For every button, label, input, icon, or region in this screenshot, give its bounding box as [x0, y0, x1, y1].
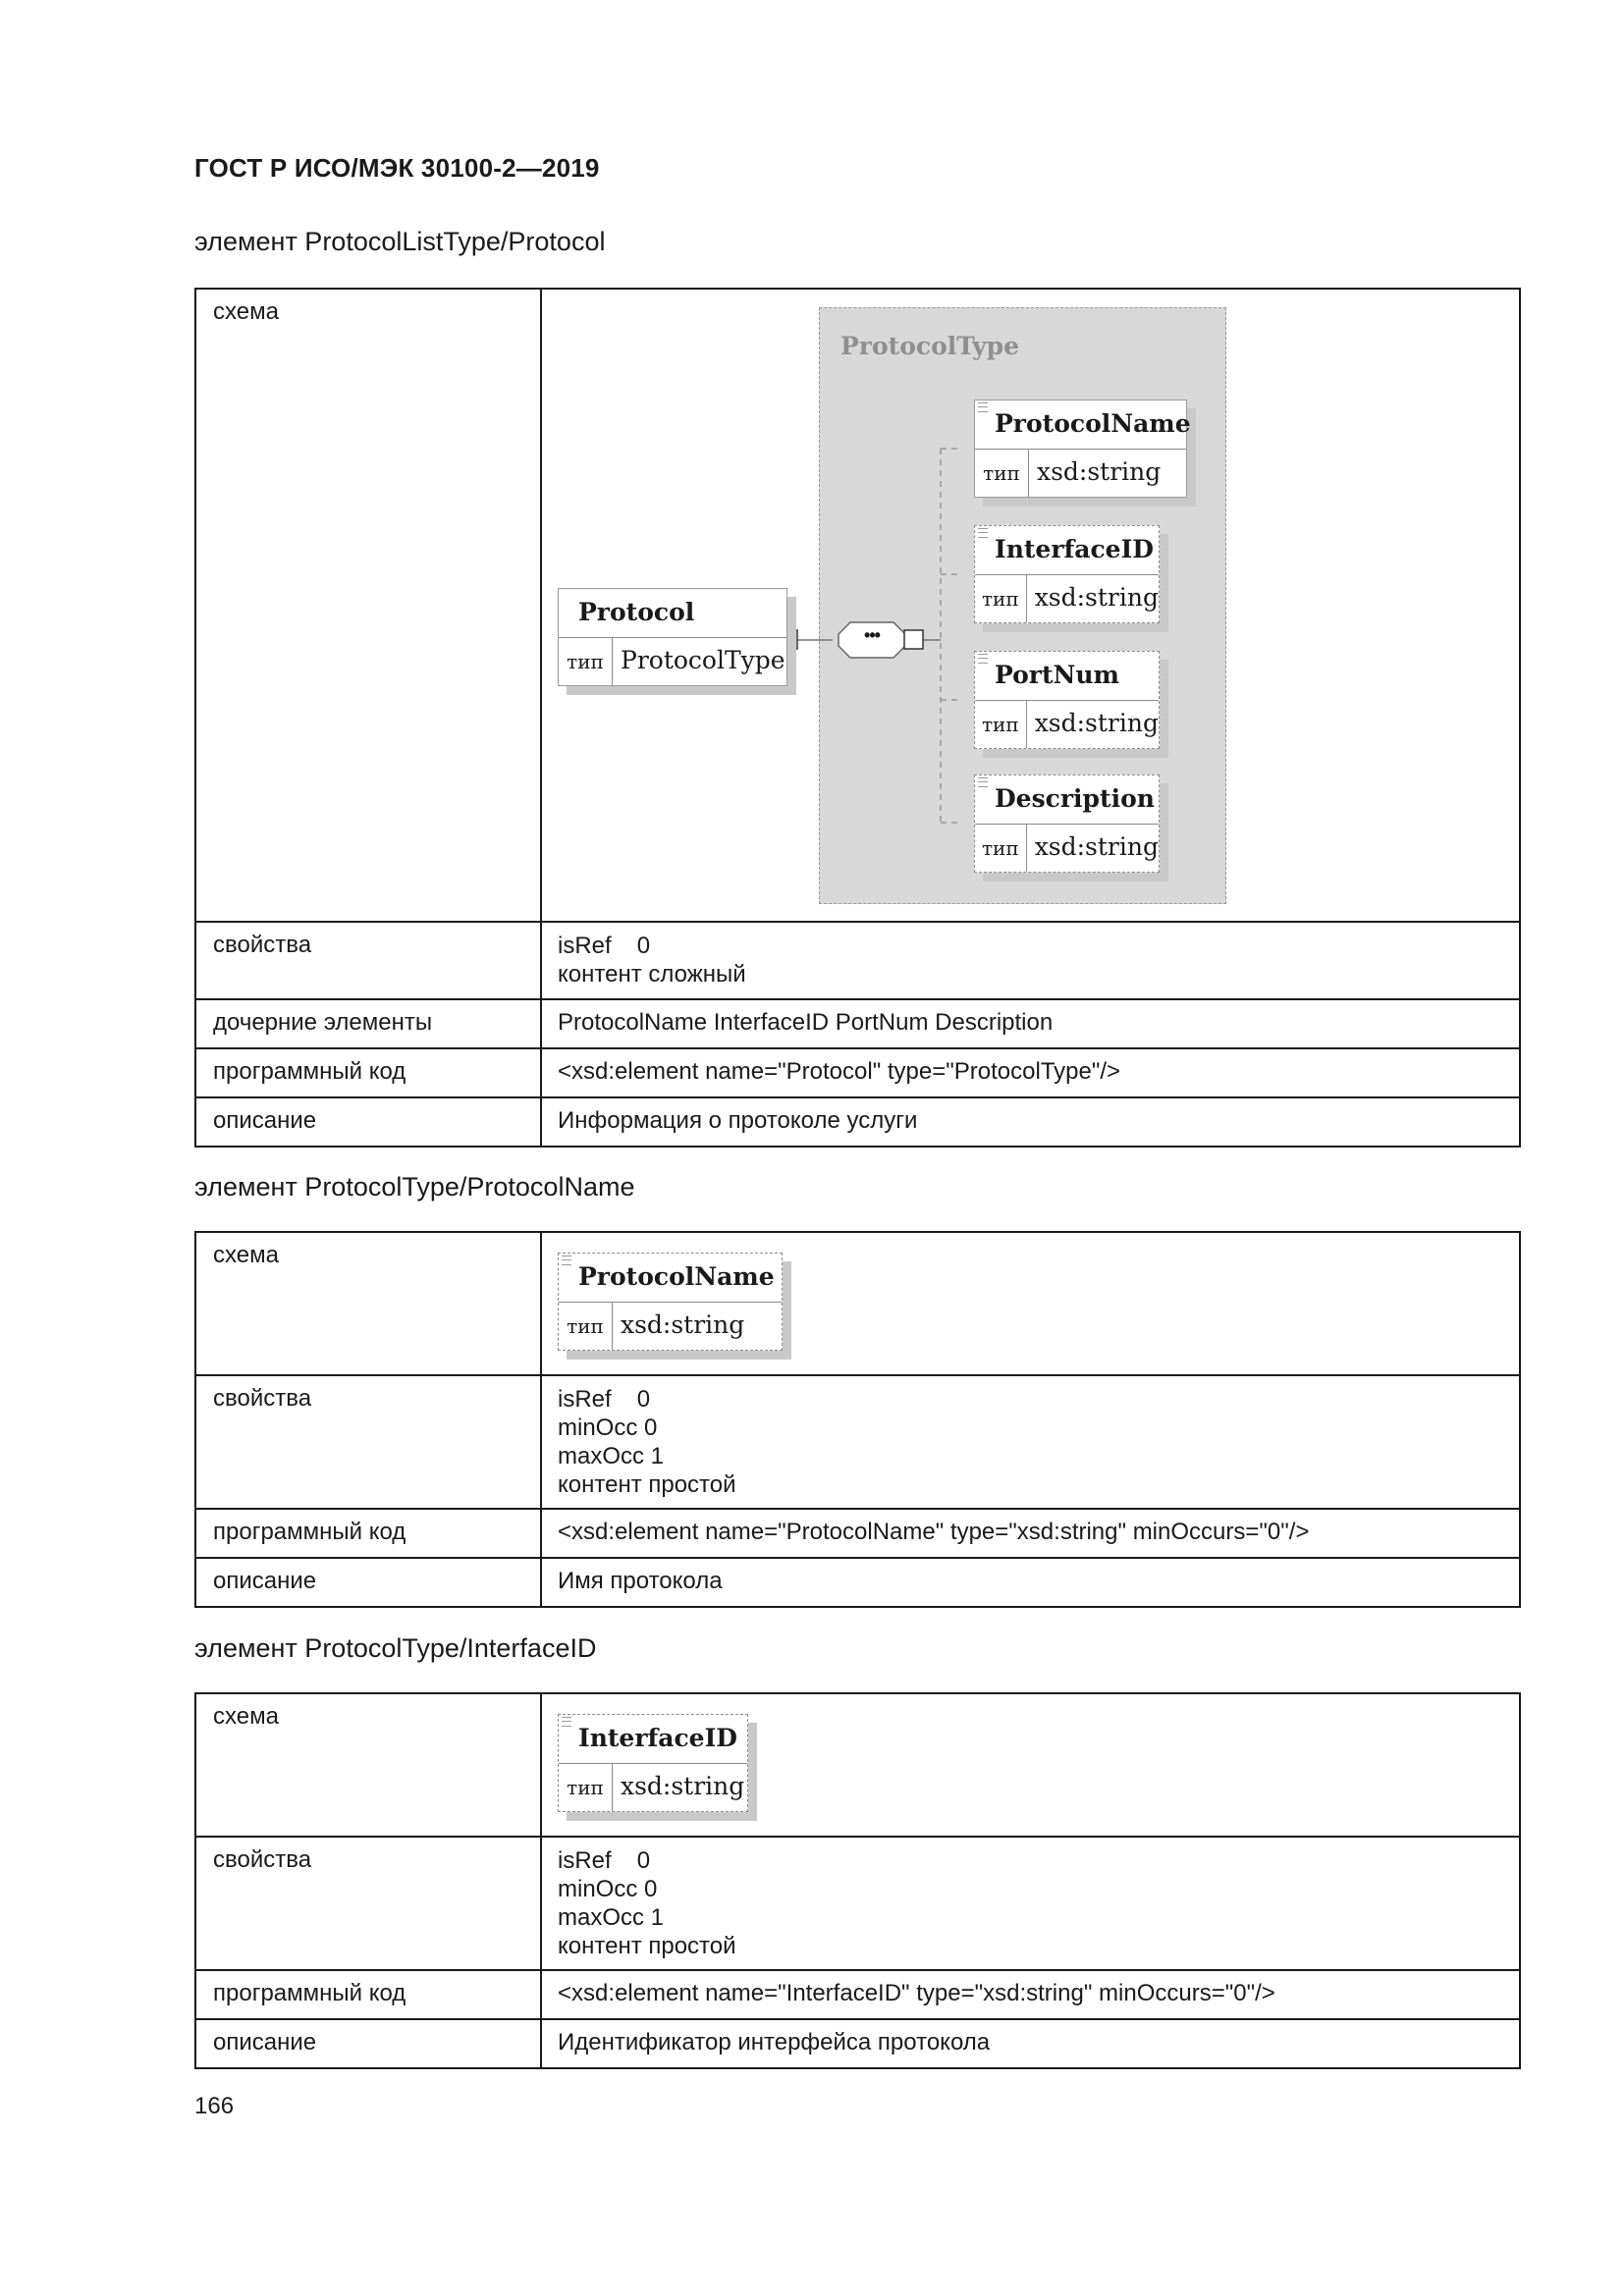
description-label: описание [195, 2019, 541, 2068]
type-label: тип [975, 701, 1027, 748]
type-value: xsd:string [1034, 583, 1159, 612]
type-value: ProtocolType [621, 646, 785, 674]
description-value: Информация о протоколе услуги [541, 1097, 1520, 1147]
description-label: описание [195, 1097, 541, 1147]
section-title-protocolname: элемент ProtocolType/ProtocolName [194, 1172, 635, 1201]
property-key: isRef [558, 1386, 612, 1413]
schema-diagram-cell [541, 1232, 1520, 1375]
description-element-box [974, 774, 1160, 873]
type-label: тип [975, 575, 1027, 622]
document-header: ГОСТ Р ИСО/МЭК 30100-2—2019 [194, 153, 600, 183]
section-title-protocol: элемент ProtocolListType/Protocol [194, 227, 606, 256]
schema-label: схема [195, 289, 541, 922]
property-value: 0 [636, 1847, 651, 1874]
description-value: Идентификатор интерфейса протокола [541, 2019, 1520, 2068]
properties-label: свойства [195, 1837, 541, 1970]
property-key: isRef [558, 933, 612, 959]
property-line: maxOcc 1 [558, 1443, 665, 1469]
property-line: контент простой [558, 1933, 736, 1959]
element-name: InterfaceID [559, 1715, 747, 1764]
properties-value [541, 922, 1520, 999]
table-row [195, 999, 1520, 1048]
optional-corner-icon [978, 402, 988, 412]
interfaceid-element-box [974, 525, 1160, 623]
children-value: ProtocolName InterfaceID PortNum Description [541, 999, 1520, 1048]
type-value: xsd:string [621, 1772, 745, 1800]
type-label: тип [975, 450, 1029, 497]
schema-label: схема [195, 1232, 541, 1375]
element-name: ProtocolName [975, 400, 1186, 450]
table-row [195, 1048, 1520, 1097]
code-value: <xsd:element name="InterfaceID" type="xsd:string" minOccurs="0"/> [541, 1970, 1520, 2019]
properties-label: свойства [195, 922, 541, 999]
portnum-element-box [974, 651, 1160, 749]
code-label: программный код [195, 1048, 541, 1097]
type-label: тип [559, 1303, 613, 1350]
table-row [195, 1837, 1520, 1970]
table-row [195, 2019, 1520, 2068]
element-name: ProtocolName [559, 1254, 782, 1303]
element-name: Description [975, 775, 1159, 825]
type-label: тип [975, 825, 1027, 872]
schema-diagram-cell [541, 289, 1520, 922]
xsd-diagram [542, 290, 1522, 923]
spec-table-protocol [194, 288, 1521, 1148]
type-value: xsd:string [621, 1310, 745, 1339]
schema-label: схема [195, 1693, 541, 1837]
children-label: дочерние элементы [195, 999, 541, 1048]
element-name: PortNum [975, 652, 1159, 701]
table-row [195, 1970, 1520, 2019]
expand-box-right [904, 630, 923, 649]
table-row [195, 1375, 1520, 1509]
property-line: minOcc 0 [558, 1876, 658, 1902]
table-row [195, 1097, 1520, 1147]
type-value: xsd:string [1034, 832, 1159, 861]
protocolname-element-box [558, 1253, 783, 1351]
type-label: тип [559, 1764, 613, 1811]
table-row [195, 1232, 1520, 1375]
table-row [195, 1693, 1520, 1837]
type-value: xsd:string [1037, 457, 1162, 486]
section-title-interfaceid: элемент ProtocolType/InterfaceID [194, 1633, 597, 1663]
code-value: <xsd:element name="ProtocolName" type="xsd:string" minOccurs="0"/> [541, 1509, 1520, 1558]
optional-corner-icon [978, 777, 988, 787]
property-line: контент сложный [558, 961, 746, 988]
code-label: программный код [195, 1509, 541, 1558]
protocolname-element-box [974, 400, 1191, 498]
code-value: <xsd:element name="Protocol" type="ProtocolType"/> [541, 1048, 1520, 1097]
interfaceid-element-box [558, 1714, 748, 1812]
properties-label: свойства [195, 1375, 541, 1509]
description-value: Имя протокола [541, 1558, 1520, 1607]
property-value: 0 [636, 933, 651, 959]
table-row [195, 922, 1520, 999]
properties-value [541, 1375, 1520, 1509]
property-line: minOcc 0 [558, 1415, 658, 1441]
group-label: ProtocolType [840, 332, 1020, 360]
type-label: тип [559, 638, 613, 685]
property-line: контент простой [558, 1471, 736, 1498]
table-row [195, 1558, 1520, 1607]
page-number: 166 [194, 2093, 235, 2119]
property-key: isRef [558, 1847, 612, 1874]
spec-table-protocolname [194, 1231, 1521, 1608]
element-name: InterfaceID [975, 526, 1159, 575]
protocol-element-box [558, 588, 787, 686]
optional-corner-icon [562, 1255, 571, 1265]
type-value: xsd:string [1034, 709, 1159, 737]
property-value: 0 [636, 1386, 651, 1413]
table-row [195, 289, 1520, 922]
description-label: описание [195, 1558, 541, 1607]
schema-diagram-cell [541, 1693, 1520, 1837]
optional-corner-icon [978, 528, 988, 538]
code-label: программный код [195, 1970, 541, 2019]
properties-value [541, 1837, 1520, 1970]
spec-table-interfaceid [194, 1692, 1521, 2069]
optional-corner-icon [562, 1717, 571, 1727]
optional-corner-icon [978, 654, 988, 664]
sequence-symbol: ••• [864, 625, 880, 645]
element-name: Protocol [559, 589, 786, 638]
table-row [195, 1509, 1520, 1558]
property-line: maxOcc 1 [558, 1904, 665, 1931]
